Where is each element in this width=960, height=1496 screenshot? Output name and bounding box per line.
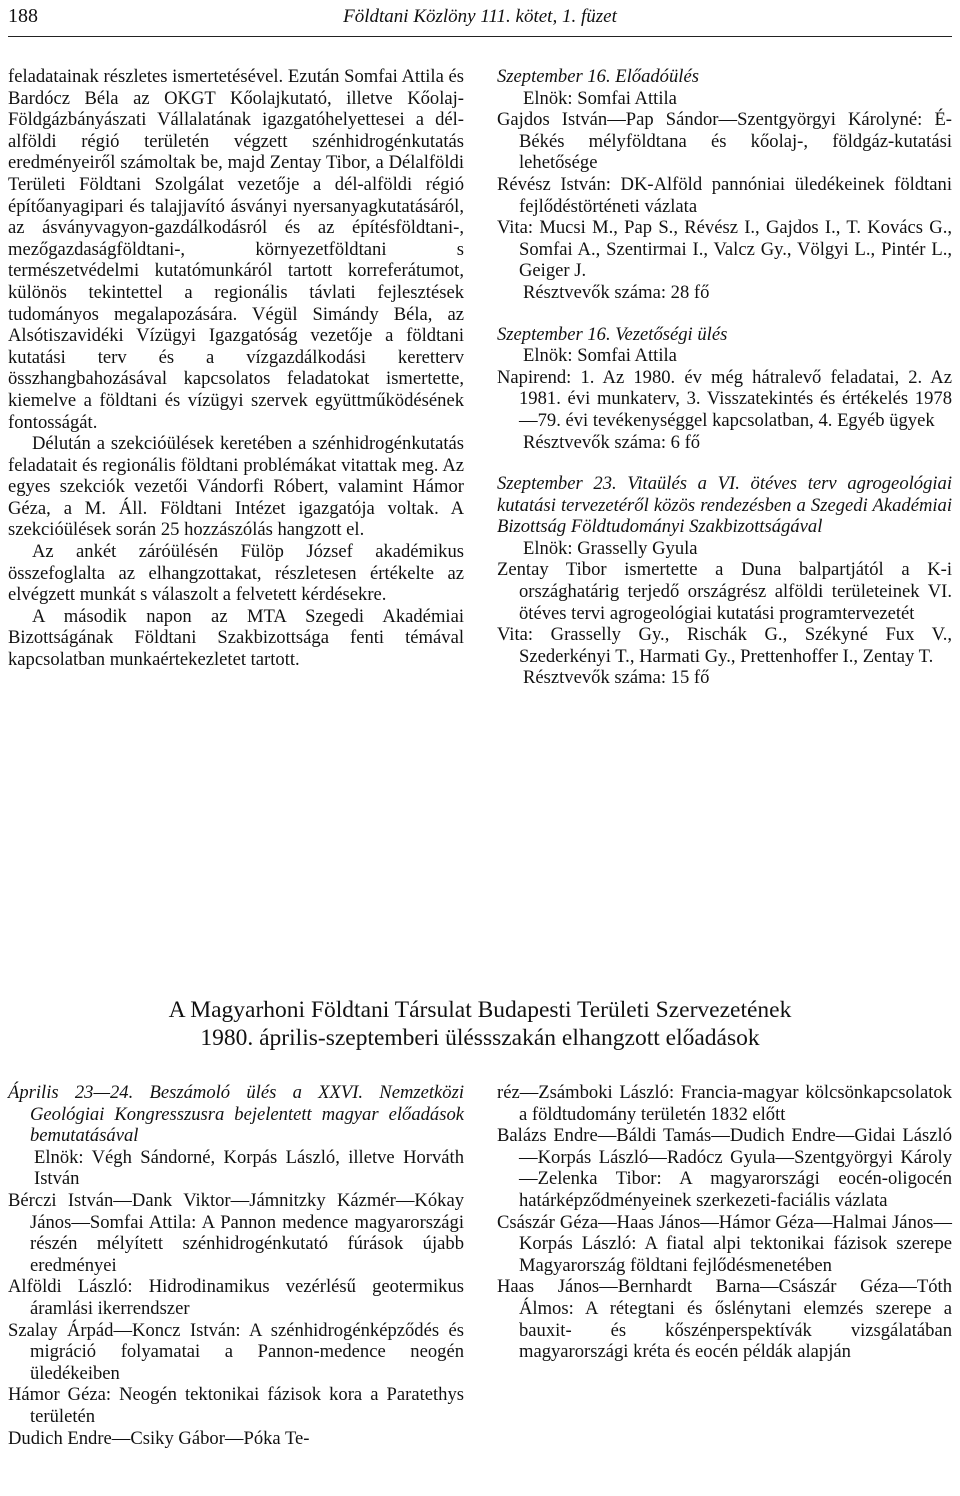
- talk: Szalay Árpád—Koncz István: A szénhidrogénképződés és migráció folyamatai a Pannon-medence neogén üledékeiben: [8, 1319, 464, 1384]
- right-column: [497, 66, 952, 689]
- agenda: Napirend: 1. Az 1980. év még hátralevő feladatai, 2. Az 1981. évi munkaterv, 3. Visszatekintés és értékelés 1978—79. évi tevékenységgel kapcsolatban, 4. Egyéb ügyek: [497, 366, 952, 431]
- meeting-title: Előadóülés: [615, 66, 699, 87]
- talk: Hámor Géza: Neogén tektonikai fázisok kora a Paratethys területén: [8, 1384, 464, 1427]
- participants: Résztvevők száma: 28 fő: [523, 281, 710, 303]
- debate: Vita: Grasselly Gy., Rischák G., Székyné Fux V., Szederkényi T., Harmati Gy., Prettenhoffer I., Zentay T.: [497, 624, 952, 667]
- talk: Haas János—Bernhardt Barna—Császár Géza—Tóth Álmos: A rétegtani és őslénytani elemzés szerepe a bauxit- és kőszénperspektívák vizsgálatában magyarországi kréta és eocén példák alapján: [497, 1276, 952, 1363]
- meeting-date: Szeptember 23.: [497, 473, 617, 495]
- meeting-chair: Elnök: Végh Sándorné, Korpás László, illetve Horváth István: [34, 1146, 464, 1190]
- meeting-date: Szeptember 16.: [497, 323, 611, 345]
- lower-right-column: [497, 1082, 952, 1363]
- meeting-date: Szeptember 16.: [497, 66, 611, 87]
- page-header: [8, 6, 952, 30]
- meeting-entry: [497, 473, 952, 689]
- talk-continued: réz—Zsámboki László: Francia-magyar kölcsönkapcsolatok a földtudomány területén 1832 előtt: [497, 1082, 952, 1125]
- meeting-chair: Elnök: Grasselly Gyula: [523, 537, 698, 559]
- page-number: 188: [8, 5, 38, 27]
- meeting-title: Beszámoló ülés a XXVI. Nemzetközi Geológiai Kongresszusra bejelentett magyar előadások bemutatásával: [30, 1082, 464, 1147]
- talk: Bérczi István—Dank Viktor—Jámnitzky Kázmér—Kókay János—Somfai Attila: A Pannon medence magyarországi részén mélyített szénhidrogénkutató fúrások újabb eredményei: [8, 1189, 464, 1276]
- meeting-entry: [497, 324, 952, 454]
- section-heading-line: 1980. április-szeptemberi üléssszakán elhangzott előadások: [200, 1025, 760, 1051]
- talk: Zentay Tibor ismertette a Duna balpartjától a K-i országhatárig terjedő országrész alföldi területeinek VI. ötéves tervi agrogeológiai kutatási programtervezetét: [497, 559, 952, 624]
- paragraph: A második napon az MTA Szegedi Akadémiai Bizottságának Földtani Szakbizottsága fenti témával kapcsolatban munkaértekezletet tartott.: [8, 605, 464, 671]
- meeting-entry: [497, 66, 952, 304]
- left-column: [8, 66, 464, 671]
- debate: Vita: Mucsi M., Pap S., Révész I., Gajdos I., T. Kovács G., Somfai A., Szentirmai I., Valcz Gy., Völgyi L., Pintér L., Geiger J.: [497, 217, 952, 282]
- paragraph: feladatainak részletes ismertetésével. Ezután Somfai Attila és Bardócz Béla az OKGT Kőolajkutató, illetve Kőolaj-Földgázbányászati Vállalatának igazgatóhelyettesei a dél-alföldi régió területén végzett szénhidrogénkutatás eredményeiről számoltak be, majd Zentay Tibor, a Délalföldi Területi Földtani Szolgálat vezetője a dél-alföldi régió építőanyagipari és talajjavító ásványi nyersanyagkutatásáról, az ásványvagyon-gazdálkodásról és az építésföldtani-, mezőgazdaságföldtani-, környezetföldtani s természetvédelmi kutatómunkáról tartott korreferátumot, különös tekintettel a regionális távlati fejlesztések tudományos megalapozására. Végül Simándy Béla, az Alsótiszavidéki Vízügyi Igazgatóság vezetője a földtani kutatási terv és a vízgazdálkodási keretterv összhangbahozásával kapcsolatos feladatokat ismertette, kiemelve a földtani és vízügyi szervek együttműködésének fontosságát.: [8, 66, 464, 433]
- participants: Résztvevők száma: 15 fő: [523, 667, 710, 689]
- paragraph: Délután a szekcióülések keretében a szénhidrogénkutatás feladatait és regionális földtani problémákat vitattak meg. Az egyes szekciók vezetői Vándorfi Róbert, valamint Hámor Géza, a M. Áll. Földtani Intézet igazgatója voltak. A szekcióülések során 25 hozzászólás hangzott el.: [8, 433, 464, 541]
- section-heading: [0, 996, 960, 1052]
- talk: Révész István: DK-Alföld pannóniai üledékeinek földtani fejlődéstörténeti vázlata: [497, 173, 952, 217]
- talk: Balázs Endre—Báldi Tamás—Dudich Endre—Gidai László—Korpás László—Radócz Gyula—Szentgyörgyi Károly—Zelenka Tibor: A magyarországi eocén-oligocén határképződményeinek szerkezeti-faciális vázlata: [497, 1125, 952, 1211]
- section-heading-line: A Magyarhoni Földtani Társulat Budapesti Területi Szervezetének: [168, 997, 792, 1023]
- running-title: Földtani Közlöny 111. kötet, 1. füzet: [343, 6, 617, 27]
- meeting-chair: Elnök: Somfai Attila: [523, 345, 677, 367]
- meeting-title: Vezetőségi ülés: [615, 323, 728, 345]
- talk: Császár Géza—Haas János—Hámor Géza—Halmai János—Korpás László: A fiatal alpi tektonikai fázisok szerepe Magyarország földtani fejlődésmenetében: [497, 1211, 952, 1276]
- lower-left-column: [8, 1082, 464, 1449]
- talk: Gajdos István—Pap Sándor—Szentgyörgyi Károlyné: É-Békés mélyföldtana és kőolaj-, földgáz-kutatási lehetősége: [497, 109, 952, 174]
- header-rule: [8, 36, 952, 37]
- talk: Dudich Endre—Csiky Gábor—Póka Te-: [8, 1427, 310, 1449]
- meeting-date: Április 23—24.: [8, 1082, 134, 1103]
- meeting-chair: Elnök: Somfai Attila: [523, 87, 677, 109]
- talk: Alföldi László: Hidrodinamikus vezérlésű geotermikus áramlási ikerrendszer: [8, 1276, 464, 1319]
- paragraph: Az ankét záróülésén Fülöp József akadémikus összefoglalta az elhangzottakat, részletesen értékelte az elvégzett munkát s válaszolt a felvetett kérdésekre.: [8, 541, 464, 606]
- meeting-title: Vitaülés a VI. ötéves terv agrogeológiai kutatási tervezetéről közös rendezésben a Szegedi Akadémiai Bizottság Földtudományi Szakbizottságával: [497, 473, 953, 538]
- participants: Résztvevők száma: 6 fő: [523, 431, 701, 453]
